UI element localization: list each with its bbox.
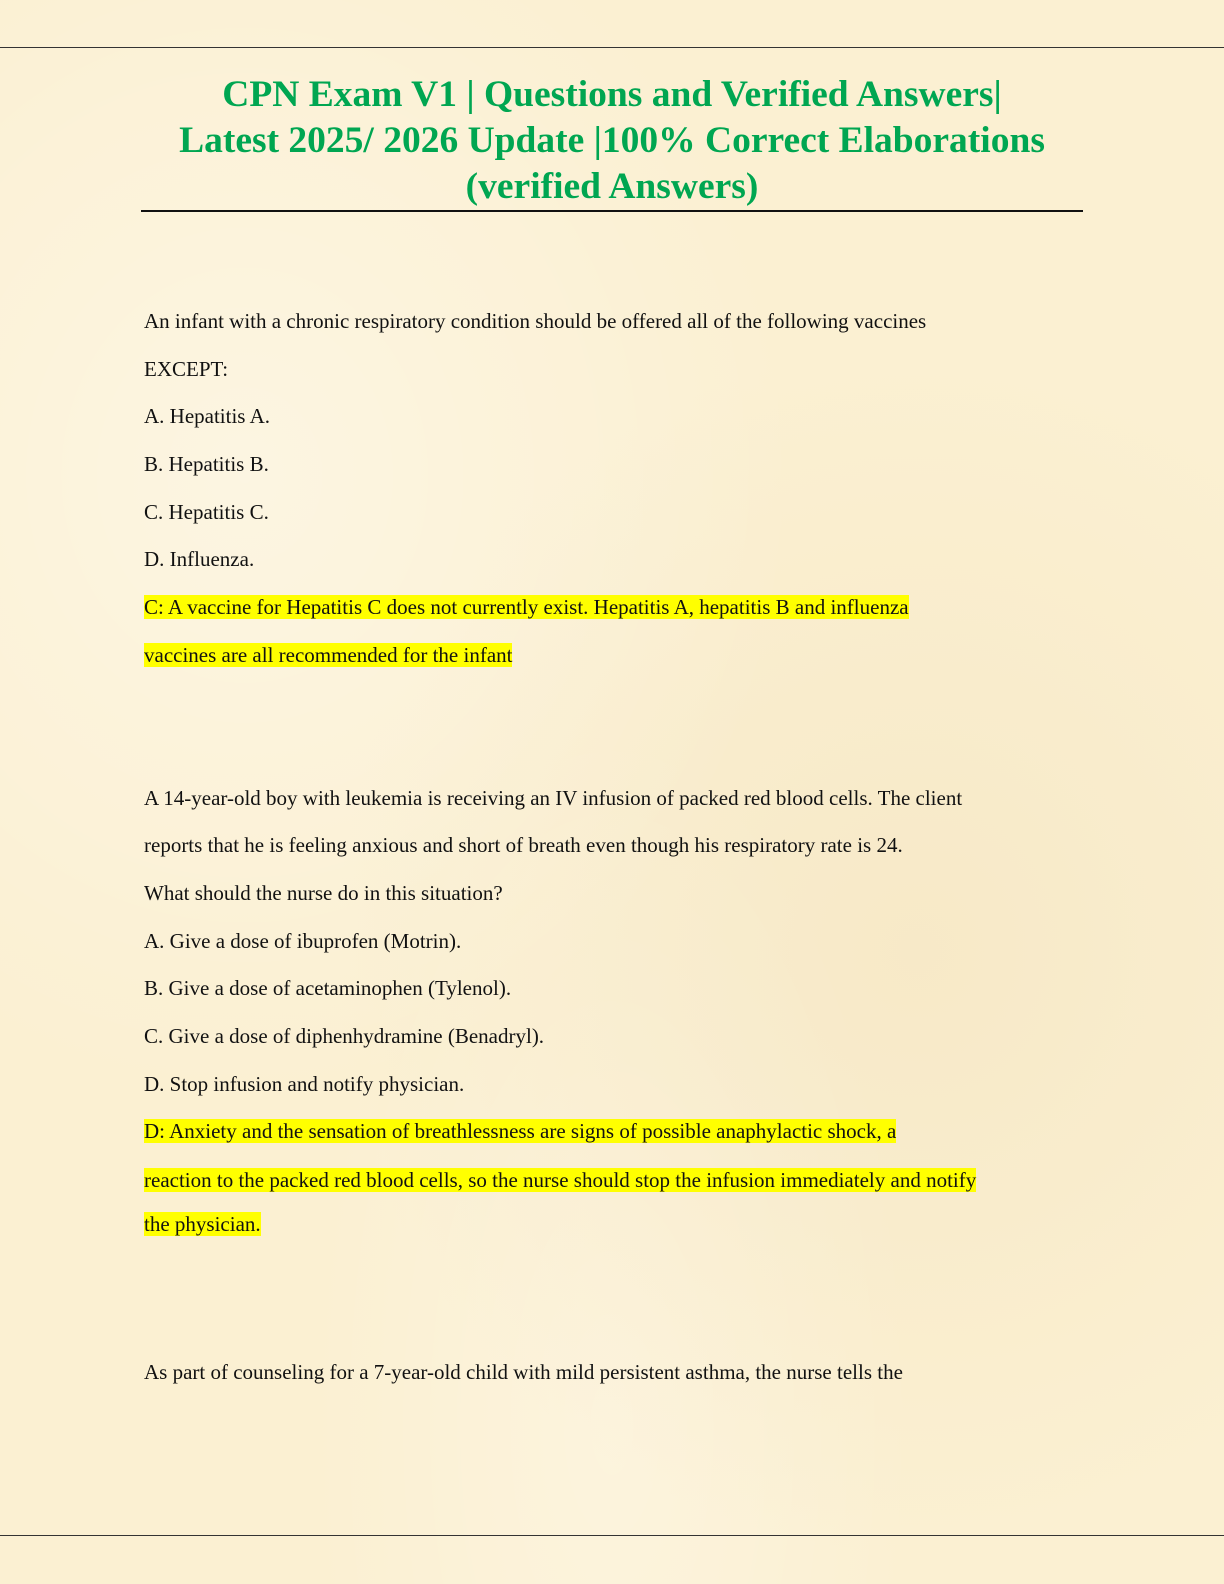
answer-option: B. Give a dose of acetaminophen (Tylenol).: [144, 976, 512, 1001]
answer-explanation: [144, 1205, 1084, 1253]
answer-explanation: [144, 588, 1084, 636]
question-spacer: [144, 684, 1084, 779]
question-stem: reports that he is feeling anxious and short of breath even though his respiratory rate is 24.: [144, 833, 903, 858]
title-line-3: (verified Answers): [465, 166, 759, 207]
question-3: [144, 1353, 1084, 1401]
page-bottom-rule: [0, 1535, 1224, 1536]
title-underline: [141, 210, 1083, 212]
page-top-rule: [0, 47, 1224, 48]
question-2: [144, 779, 1084, 1253]
question-1: [144, 302, 1084, 684]
answer-option: D. Influenza.: [144, 547, 255, 572]
answer-explanation: [144, 636, 1084, 684]
title-line-1: CPN Exam V1 | Questions and Verified Answers|: [222, 74, 1002, 115]
answer-explanation: [144, 1164, 1034, 1196]
answer-option: A. Give a dose of ibuprofen (Motrin).: [144, 928, 462, 953]
answer-explanation-text: C: A vaccine for Hepatitis C does not currently exist. Hepatitis A, hepatitis B and influenza: [144, 595, 909, 620]
answer-option: D. Stop infusion and notify physician.: [144, 1071, 465, 1096]
answer-option: A. Hepatitis A.: [144, 404, 270, 429]
answer-explanation-text: the physician.: [144, 1212, 261, 1236]
answer-option: C. Hepatitis C.: [144, 499, 269, 524]
question-stem: EXCEPT:: [144, 356, 229, 381]
document-body: [144, 302, 1084, 1400]
answer-option: C. Give a dose of diphenhydramine (Benadryl).: [144, 1023, 545, 1048]
answer-explanation-text: reaction to the packed red blood cells, so the nurse should stop the infusion immediately and notify: [144, 1168, 977, 1192]
document-title: [142, 72, 1082, 210]
question-stem: As part of counseling for a 7-year-old child with mild persistent asthma, the nurse tells the: [144, 1359, 903, 1384]
question-spacer: [144, 1253, 1084, 1353]
answer-explanation-text: vaccines are all recommended for the infant: [144, 642, 513, 667]
title-line-2: Latest 2025/ 2026 Update |100% Correct Elaborations: [179, 120, 1045, 161]
question-stem: A 14-year-old boy with leukemia is receiving an IV infusion of packed red blood cells. The client: [144, 785, 963, 810]
answer-option: B. Hepatitis B.: [144, 452, 269, 477]
question-stem: What should the nurse do in this situation?: [144, 880, 503, 905]
answer-explanation-text: D: Anxiety and the sensation of breathlessness are signs of possible anaphylactic shock, a: [144, 1119, 897, 1144]
answer-explanation: [144, 1112, 1084, 1160]
question-stem: An infant with a chronic respiratory condition should be offered all of the following vaccines: [144, 309, 927, 333]
